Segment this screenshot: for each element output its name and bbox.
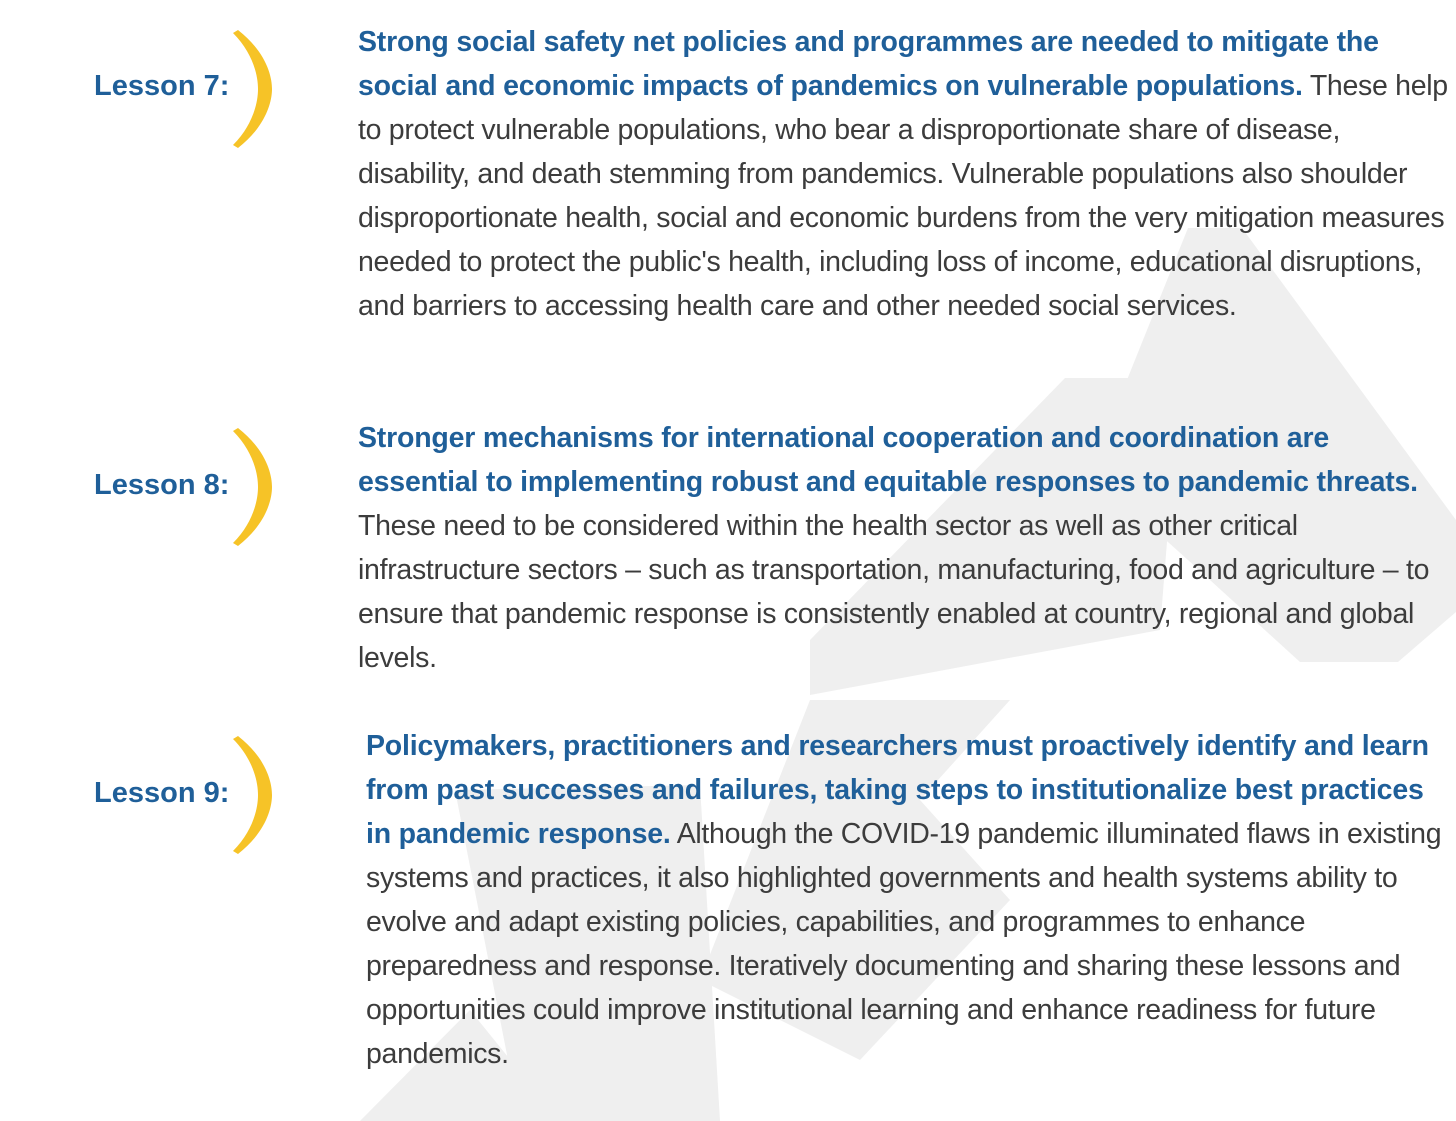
lesson-body: These need to be considered within the health sector as well as other critical infrastructure sectors – such as transportation, manufacturing, food and agriculture – to ensure that pandemic response is consistently enabled at country, regional and global levels. xyxy=(358,510,1430,674)
lesson-label: Lesson 7: xyxy=(94,70,230,102)
closing-bracket-icon xyxy=(226,28,276,150)
lesson-lead: Strong social safety net policies and programmes are needed to mitigate the social and economic impacts of pandemics on vulnerable populations. xyxy=(358,26,1379,102)
lesson-lead: Stronger mechanisms for international cooperation and coordination are essential to implementing robust and equitable responses to pandemic threats. xyxy=(358,422,1418,498)
lesson-paragraph xyxy=(358,20,1448,328)
lesson-paragraph xyxy=(358,416,1448,680)
lesson-lead: Policymakers, practitioners and researchers must proactively identify and learn from past successes and failures, taking steps to institutionalize best practices in pandemic response. xyxy=(366,730,1429,850)
closing-bracket-icon xyxy=(226,734,276,856)
lesson-body: Although the COVID-19 pandemic illuminated flaws in existing systems and practices, it also highlighted governments and health systems ability to evolve and adapt existing policies, capabilities, and programmes to enhance preparedness and response. Iteratively documenting and sharing these lessons and opportunities could improve institutional learning and enhance readiness for future pandemics. xyxy=(366,818,1442,1070)
lesson-label: Lesson 9: xyxy=(94,777,230,809)
lesson-paragraph xyxy=(366,724,1448,1076)
closing-bracket-icon xyxy=(226,426,276,548)
lesson-label: Lesson 8: xyxy=(94,469,230,501)
lesson-body: These help to protect vulnerable populations, who bear a disproportionate share of disease, disability, and death stemming from pandemics. Vulnerable populations also shoulder disproportionate health, social and economic burdens from the very mitigation measures needed to protect the public's health, including loss of income, educational disruptions, and barriers to accessing health care and other needed social services. xyxy=(358,70,1448,322)
